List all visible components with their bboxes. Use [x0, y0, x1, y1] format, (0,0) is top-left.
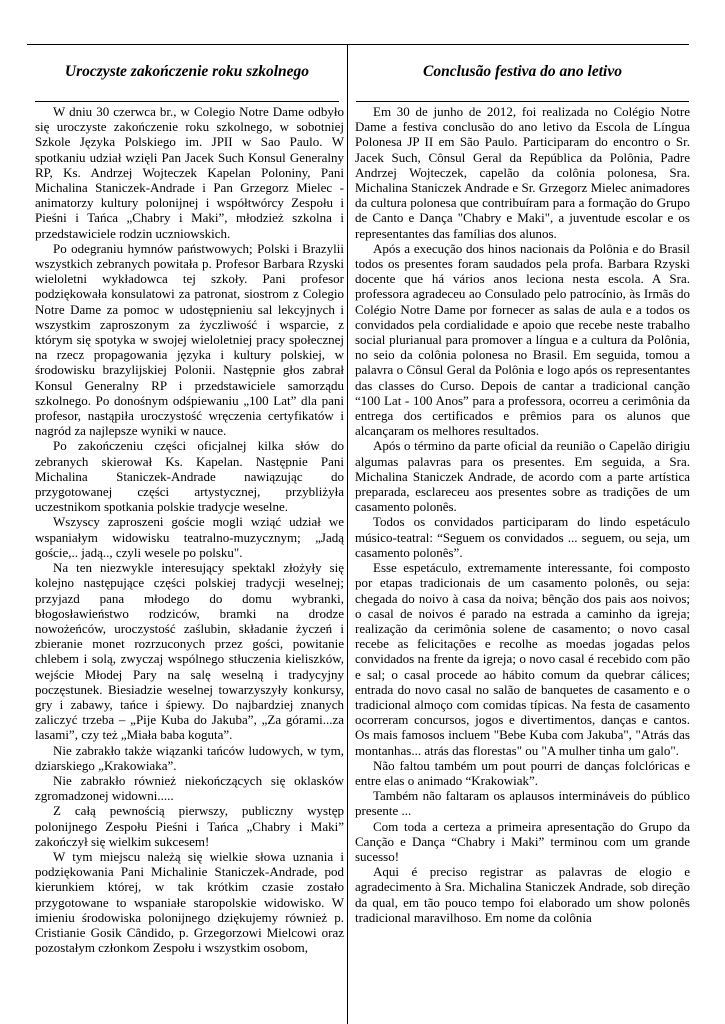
right-paragraph: Após o término da parte oficial da reunião o Capelão dirigiu algumas palavras para os presentes. Em seguida, a Sra. Michalina Staniczek Andrade, de acordo com a parte artística preparada, esclareceu aos presentes sobre as tradições de um casamento polonês.: [355, 438, 690, 515]
column-divider: [347, 44, 348, 1024]
left-paragraph: Wszyscy zaproszeni goście mogli wziąć udział we wspaniałym widowisku teatralno-muzycznym; „Jadą goście,.. jadą.., czyli wesele po polsku".: [35, 514, 344, 560]
left-heading-rule: [35, 101, 339, 102]
left-paragraph: Z całą pewnością pierwszy, publiczny występ polonijnego Zespołu Pieśni i Tańca „Chabry i Maki” zakończył się wielkim sukcesem!: [35, 803, 344, 849]
right-paragraph: Todos os convidados participaram do lindo espetáculo músico-teatral: “Seguem os convidados ... seguem, ou seja, um casamento polonês”.: [355, 514, 690, 560]
right-column-heading: Conclusão festiva do ano letivo: [423, 63, 622, 80]
left-column-body: [35, 104, 344, 955]
right-paragraph: Também não faltaram os aplausos intermináveis do público presente ...: [355, 788, 690, 819]
left-paragraph: Na ten niezwykle interesujący spektakl złożyły się kolejno następujące części polskiej tradycji weselnej; przyjazd pana młodego do domu wybranki, błogosławieństwo rodziców, bramki na drodze nowożeńców, uroczystość zaślubin, składanie życzeń i zbieranie monet rozrzuconych przez gości, powitanie chlebem i solą, zwyczaj wspólnego stłuczenia kieliszków, wejście Młodej Pary na salę weselną i tradycyjny poczęstunek. Biesiadzie weselnej towarzyszyły konkursy, gry i zabawy, tańce i śpiewy. Do najbardziej znanych zaliczyć trzeba – „Pije Kuba do Jakuba”, „Za górami...za lasami”, czy też „Miała baba koguta”.: [35, 560, 344, 743]
right-paragraph: Com toda a certeza a primeira apresentação do Grupo da Canção e Dança “Chabry i Maki” terminou com um grande sucesso!: [355, 818, 690, 864]
right-paragraph: Aqui é preciso registrar as palavras de elogio e agradecimento à Sra. Michalina Staniczek Andrade, sob direção da qual, em tão pouco tempo foi elaborado um show polonês tradicional maravilhoso. Em nome da colônia: [355, 864, 690, 925]
left-paragraph: W dniu 30 czerwca br., w Colegio Notre Dame odbyło się uroczyste zakończenie roku szkolnego, w sobotniej Szkole Języka Polskiego im. JPII w Sao Paulo. W spotkaniu udział wzięli Pan Jacek Such Konsul Generalny RP, Ks. Andrzej Wojteczek Kapelan Poloniny, Pani Michalina Staniczek-Andrade i Pan Grzegorz Mielec - animatorzy kultury polonijnej i współtwórcy Zespołu i Pieśni i Tańca „Chabry i Maki”, młodzież szkolna i przedstawiciele rodzin uczniowskich.: [35, 104, 344, 241]
left-paragraph: Po odegraniu hymnów państwowych; Polski i Brazylii wszystkich zebranych powitała p. Profesor Barbara Rzyski wieloletni wykładowca tej szkoły. Pani profesor podziękowała konsulatowi za patronat, siostrom z Colegio Notre Dame za pomoc w udostępnieniu sal lekcyjnych i wszystkim zaproszonym za życzliwość i wsparcie, z którym się spotyka w swojej wieloletniej pracy społecznej na rzecz propagowania języka i kultury polskiej, w środowisku brazylijskiej Polonii. Następnie głos zabrał Konsul Generalny RP i przedstawiciele samorządu szkolnego. Po donośnym odśpiewaniu „100 Lat” dla pani profesor, nastąpiła uroczystość wręczenia certyfikatów i nagród za najlepsze wyniki w nauce.: [35, 240, 344, 439]
right-paragraph: Após a execução dos hinos nacionais da Polônia e do Brasil todos os presentes foram saudados pela profa. Barbara Rzyski docente que há vários anos leciona nesta escola. A Sra. professora agradeceu ao Consulado pelo patrocínio, às Irmãs do Colégio Notre Dame por fornecer as salas de aula e a todos os convidados pela cordialidade e apoio que recebe neste trabalho social plurianual para promover a língua e a cultura da Polônia, no seio da colônia polonesa no Brasil. Em seguida, tomou a palavra o Cônsul Geral da Polônia e logo após os representantes das classes do Curso. Depois de cantar a tradicional canção “100 Lat - 100 Anos” para a professora, ocorreu a cerimônia da entrega dos certificados e prêmios para os alunos que alcançaram os melhores resultados.: [355, 240, 690, 439]
right-column-body: [355, 104, 690, 925]
right-paragraph: Não faltou também um pout pourri de danças folclóricas e entre elas o animado “Krakowiak”.: [355, 757, 690, 788]
right-paragraph: Em 30 de junho de 2012, foi realizada no Colégio Notre Dame a festiva conclusão do ano letivo da Escola de Língua Polonesa JP II em São Paulo. Participaram do encontro o Sr. Jacek Such, Cônsul Geral da República da Polônia, Padre Andrzej Wojteczek, capelão da colônia polonesa, Sra. Michalina Staniczek Andrade e Sr. Grzegorz Mielec animadores da cultura polonesa que contribuíram para a formação do Grupo de Canto e Dança "Chabry e Maki", a juventude escolar e os representantes das famílias dos alunos.: [355, 104, 690, 241]
left-paragraph: Po zakończeniu części oficjalnej kilka słów do zebranych skierował Ks. Kapelan. Następnie Pani Michalina Staniczek-Andrade nawiązując do przygotowanej części artystycznej, przybliżyła uczestnikom spotkania polskie tradycje weselne.: [35, 438, 344, 515]
right-heading-rule: [356, 101, 689, 102]
left-paragraph: W tym miejscu należą się wielkie słowa uznania i podziękowania Pani Michalinie Staniczek-Andrade, pod kierunkiem której, w tak krótkim czasie zostało przygotowane to wspaniałe staropolskie widowisko. W imieniu środowiska polonijnego dziękujemy również p. Cristianie Gosik Cândido, p. Grzegorzowi Mielcowi oraz pozostałym członkom Zespołu i wszystkim osobom,: [35, 848, 344, 956]
left-column-heading: Uroczyste zakończenie roku szkolnego: [64, 63, 310, 80]
left-paragraph: Nie zabrakło także wiązanki tańców ludowych, w tym, dziarskiego „Krakowiaka”.: [35, 742, 344, 773]
left-paragraph: Nie zabrakło również niekończących się oklasków zgromadzonej widowni.....: [35, 772, 344, 804]
right-paragraph: Esse espetáculo, extremamente interessante, foi composto por etapas tradicionais de um casamento polonês, ou seja: chegada do noivo à casa da noiva; bênção dos pais aos noivos; o casal de noivos é parado na estrada a caminho da igreja; realização da cerimônia solene de casamento; o novo casal recebe as felicitações e recolhe as moedas jogadas pelos convidados na frente da igreja; o novo casal é recebido com pão e sal; o casal procede ao hábito comum da quebrar cálices; entrada do novo casal no salão de banquetes de casamento e o tradicional almoço com comidas típicas. Na festa de casamento ocorreram concursos, jogos e divertimentos, danças e cantos. Os mais famosos incluem "Bebe Kuba com Jakuba", "Atrás das montanhas... atrás das florestas" ou "A mulher tinha um galo".: [355, 560, 690, 758]
top-rule: [27, 44, 689, 45]
